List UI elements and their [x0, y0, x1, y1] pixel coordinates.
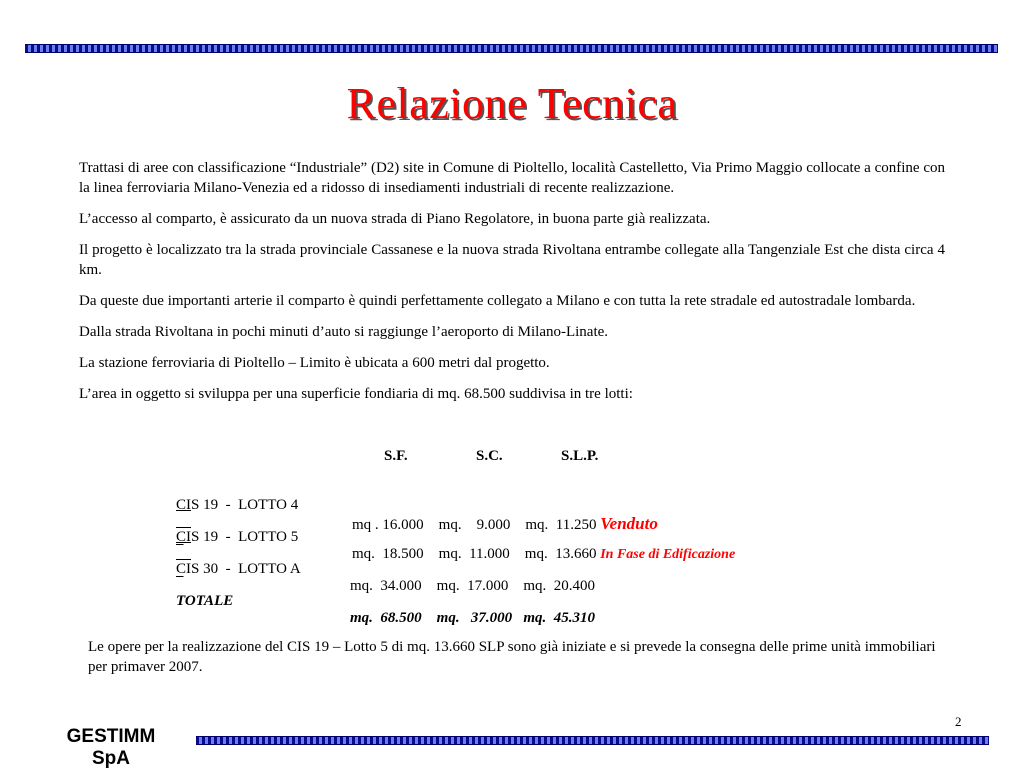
- table-row-total: [176, 576, 876, 626]
- lot-values: mq. 68.500 mq. 37.000 mq. 45.310: [350, 610, 596, 626]
- paragraph-station: La stazione ferroviaria di Pioltello – Limito è ubicata a 600 metri dal progetto.: [79, 355, 550, 371]
- paragraph-area: L’area in oggetto si sviluppa per una superficie fondiaria di mq. 68.500 suddivisa in tre lotti:: [79, 386, 633, 402]
- slide-title: Relazione Tecnica: [346, 79, 678, 128]
- top-decorative-band: [25, 44, 998, 53]
- lot-status: In Fase di Edificazione: [600, 547, 736, 562]
- paragraph-location: Trattasi di aree con classificazione “Industriale” (D2) site in Comune di Pioltello, località Castelletto, Via Primo Maggio collocate a confine con la linea ferroviaria Milano-Venezia ed a ridosso di insediamenti industriali di recente realizzazione.: [79, 160, 945, 196]
- lot-name: CIS 19 - LOTTO 4: [176, 497, 299, 513]
- lots-table-header: [176, 448, 876, 468]
- paragraph-roads: Il progetto è localizzato tra la strada provinciale Cassanese e la nuova strada Rivoltana entrambe collegate alla Tangenziale Est che dista circa 4 km.: [79, 242, 945, 278]
- body-text: [79, 158, 945, 415]
- note-text: Le opere per la realizzazione del CIS 19 – Lotto 5 di mq. 13.660 SLP sono già iniziate e si prevede la consegna delle prime unità immobiliari per primaver 2007.: [88, 639, 936, 675]
- bottom-decorative-band: [196, 736, 989, 745]
- page-number: 2: [955, 714, 962, 729]
- header-sf: S.F.: [384, 448, 408, 464]
- company-logo: GESTIMM SpA: [66, 726, 156, 769]
- lot-name: CIS 19 - LOTTO 5: [176, 529, 299, 545]
- header-slp: S.L.P.: [561, 448, 599, 464]
- table-row: [176, 544, 876, 594]
- table-row: [176, 512, 876, 562]
- lot-name: TOTALE: [176, 593, 234, 609]
- lot-values-text: mq. 18.500 mq. 11.000 mq. 13.660: [352, 546, 597, 562]
- lot-status: Venduto: [600, 514, 658, 533]
- paragraph-airport: Dalla strada Rivoltana in pochi minuti d’auto si raggiunge l’aeroporto di Milano-Linate.: [79, 324, 609, 340]
- header-sc: S.C.: [476, 448, 503, 464]
- table-row: [176, 480, 876, 533]
- paragraph-connections: Da queste due importanti arterie il comparto è quindi perfettamente collegato a Milano e con tutta la rete stradale ed autostradale lombarda.: [79, 293, 916, 309]
- paragraph-access: L’accesso al comparto, è assicurato da un nuova strada di Piano Regolatore, in buona parte già realizzata.: [79, 211, 711, 227]
- lot-name: CIS 30 - LOTTO A: [176, 561, 301, 577]
- lot-values: mq. 34.000 mq. 17.000 mq. 20.400: [350, 578, 596, 594]
- lots-table: [176, 448, 876, 626]
- lot-values-text: mq . 16.000 mq. 9.000 mq. 11.250: [352, 517, 597, 533]
